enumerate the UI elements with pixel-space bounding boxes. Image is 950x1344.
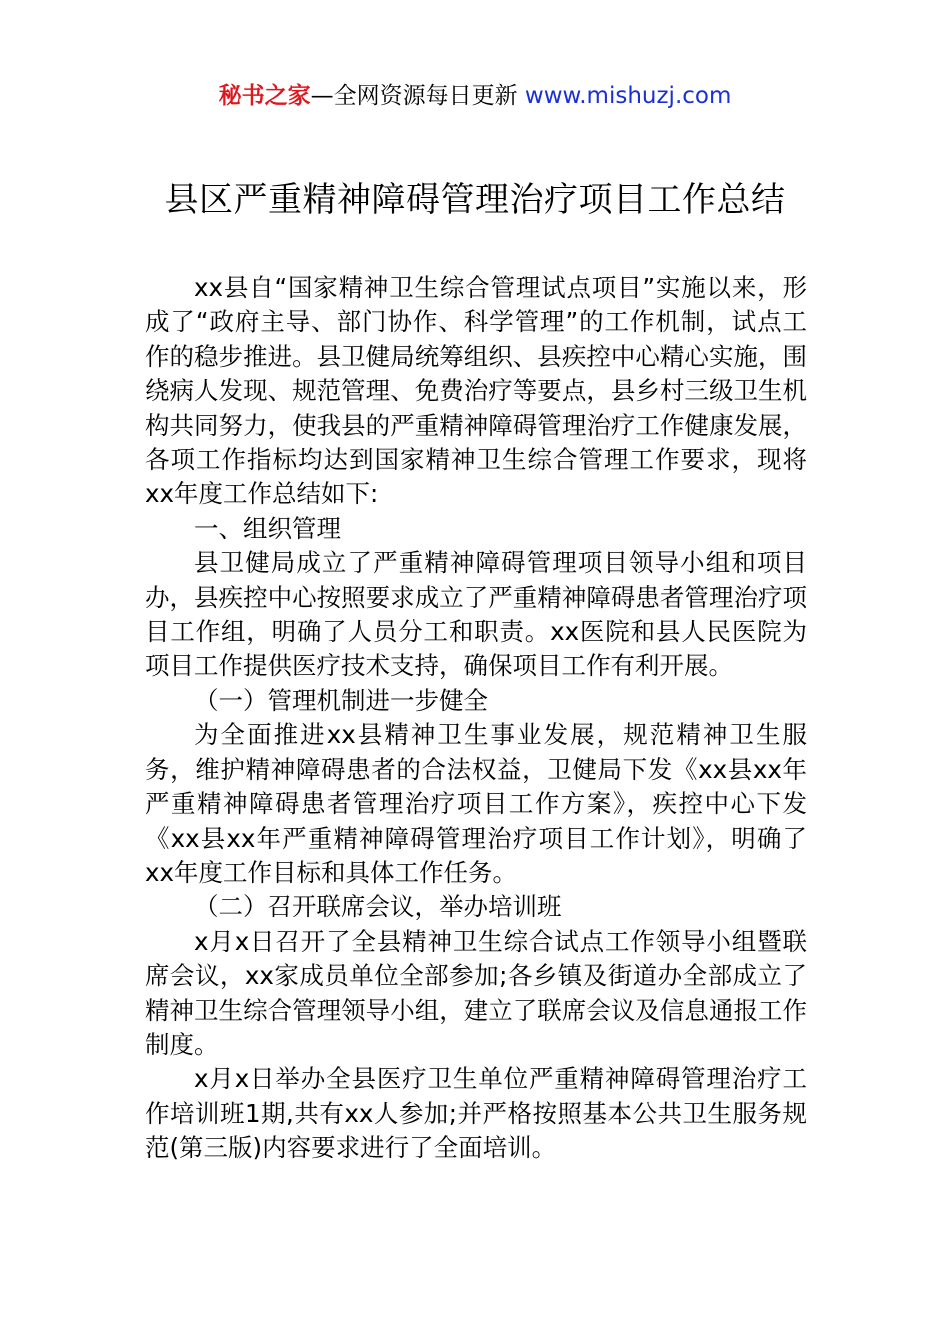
training-paragraph: x月x日举办全县医疗卫生单位严重精神障碍管理治疗工作培训班1期,共有xx人参加;并严格按照基本公共卫生服务规范(第三版)内容要求进行了全面培训。 (145, 1064, 807, 1163)
brand-name: 秘书之家 (218, 83, 311, 109)
header-tagline: —全网资源每日更新 (310, 83, 518, 109)
document-body (145, 271, 807, 1166)
subsection-heading-meeting: （二）召开联席会议，举办培训班 (194, 892, 562, 922)
subsection-heading-mechanism: （一）管理机制进一步健全 (194, 685, 488, 715)
site-url[interactable]: www.mishuzj.com (524, 83, 732, 109)
document-title: 县区严重精神障碍管理治疗项目工作总结 (164, 180, 786, 220)
organization-paragraph: 县卫健局成立了严重精神障碍管理项目领导小组和项目办，县疾控中心按照要求成立了严重精神障碍患者管理治疗项目工作组，明确了人员分工和职责。xx医院和县人民医院为项目工作提供医疗技术支持，确保项目工作有利开展。 (145, 548, 807, 681)
meeting-paragraph: x月x日召开了全县精神卫生综合试点工作领导小组暨联席会议，xx家成员单位全部参加;各乡镇及街道办全部成立了精神卫生综合管理领导小组，建立了联席会议及信息通报工作制度。 (145, 926, 807, 1059)
section-heading-organization: 一、组织管理 (194, 513, 341, 543)
site-header (0, 80, 950, 112)
intro-paragraph: xx县自“国家精神卫生综合管理试点项目”实施以来，形成了“政府主导、部门协作、科学管理”的工作机制，试点工作的稳步推进。县卫健局统筹组织、县疾控中心精心实施，围绕病人发现、规范管理、免费治疗等要点，县乡村三级卫生机构共同努力，使我县的严重精神障碍管理治疗工作健康发展，各项工作指标均达到国家精神卫生综合管理工作要求，现将xx年度工作总结如下: (145, 273, 807, 509)
mechanism-paragraph: 为全面推进xx县精神卫生事业发展，规范精神卫生服务，维护精神障碍患者的合法权益，卫健局下发《xx县xx年严重精神障碍患者管理治疗项目工作方案》，疾控中心下发《xx县xx年严重精神障碍管理治疗项目工作计划》，明确了xx年度工作目标和具体工作任务。 (145, 720, 807, 887)
